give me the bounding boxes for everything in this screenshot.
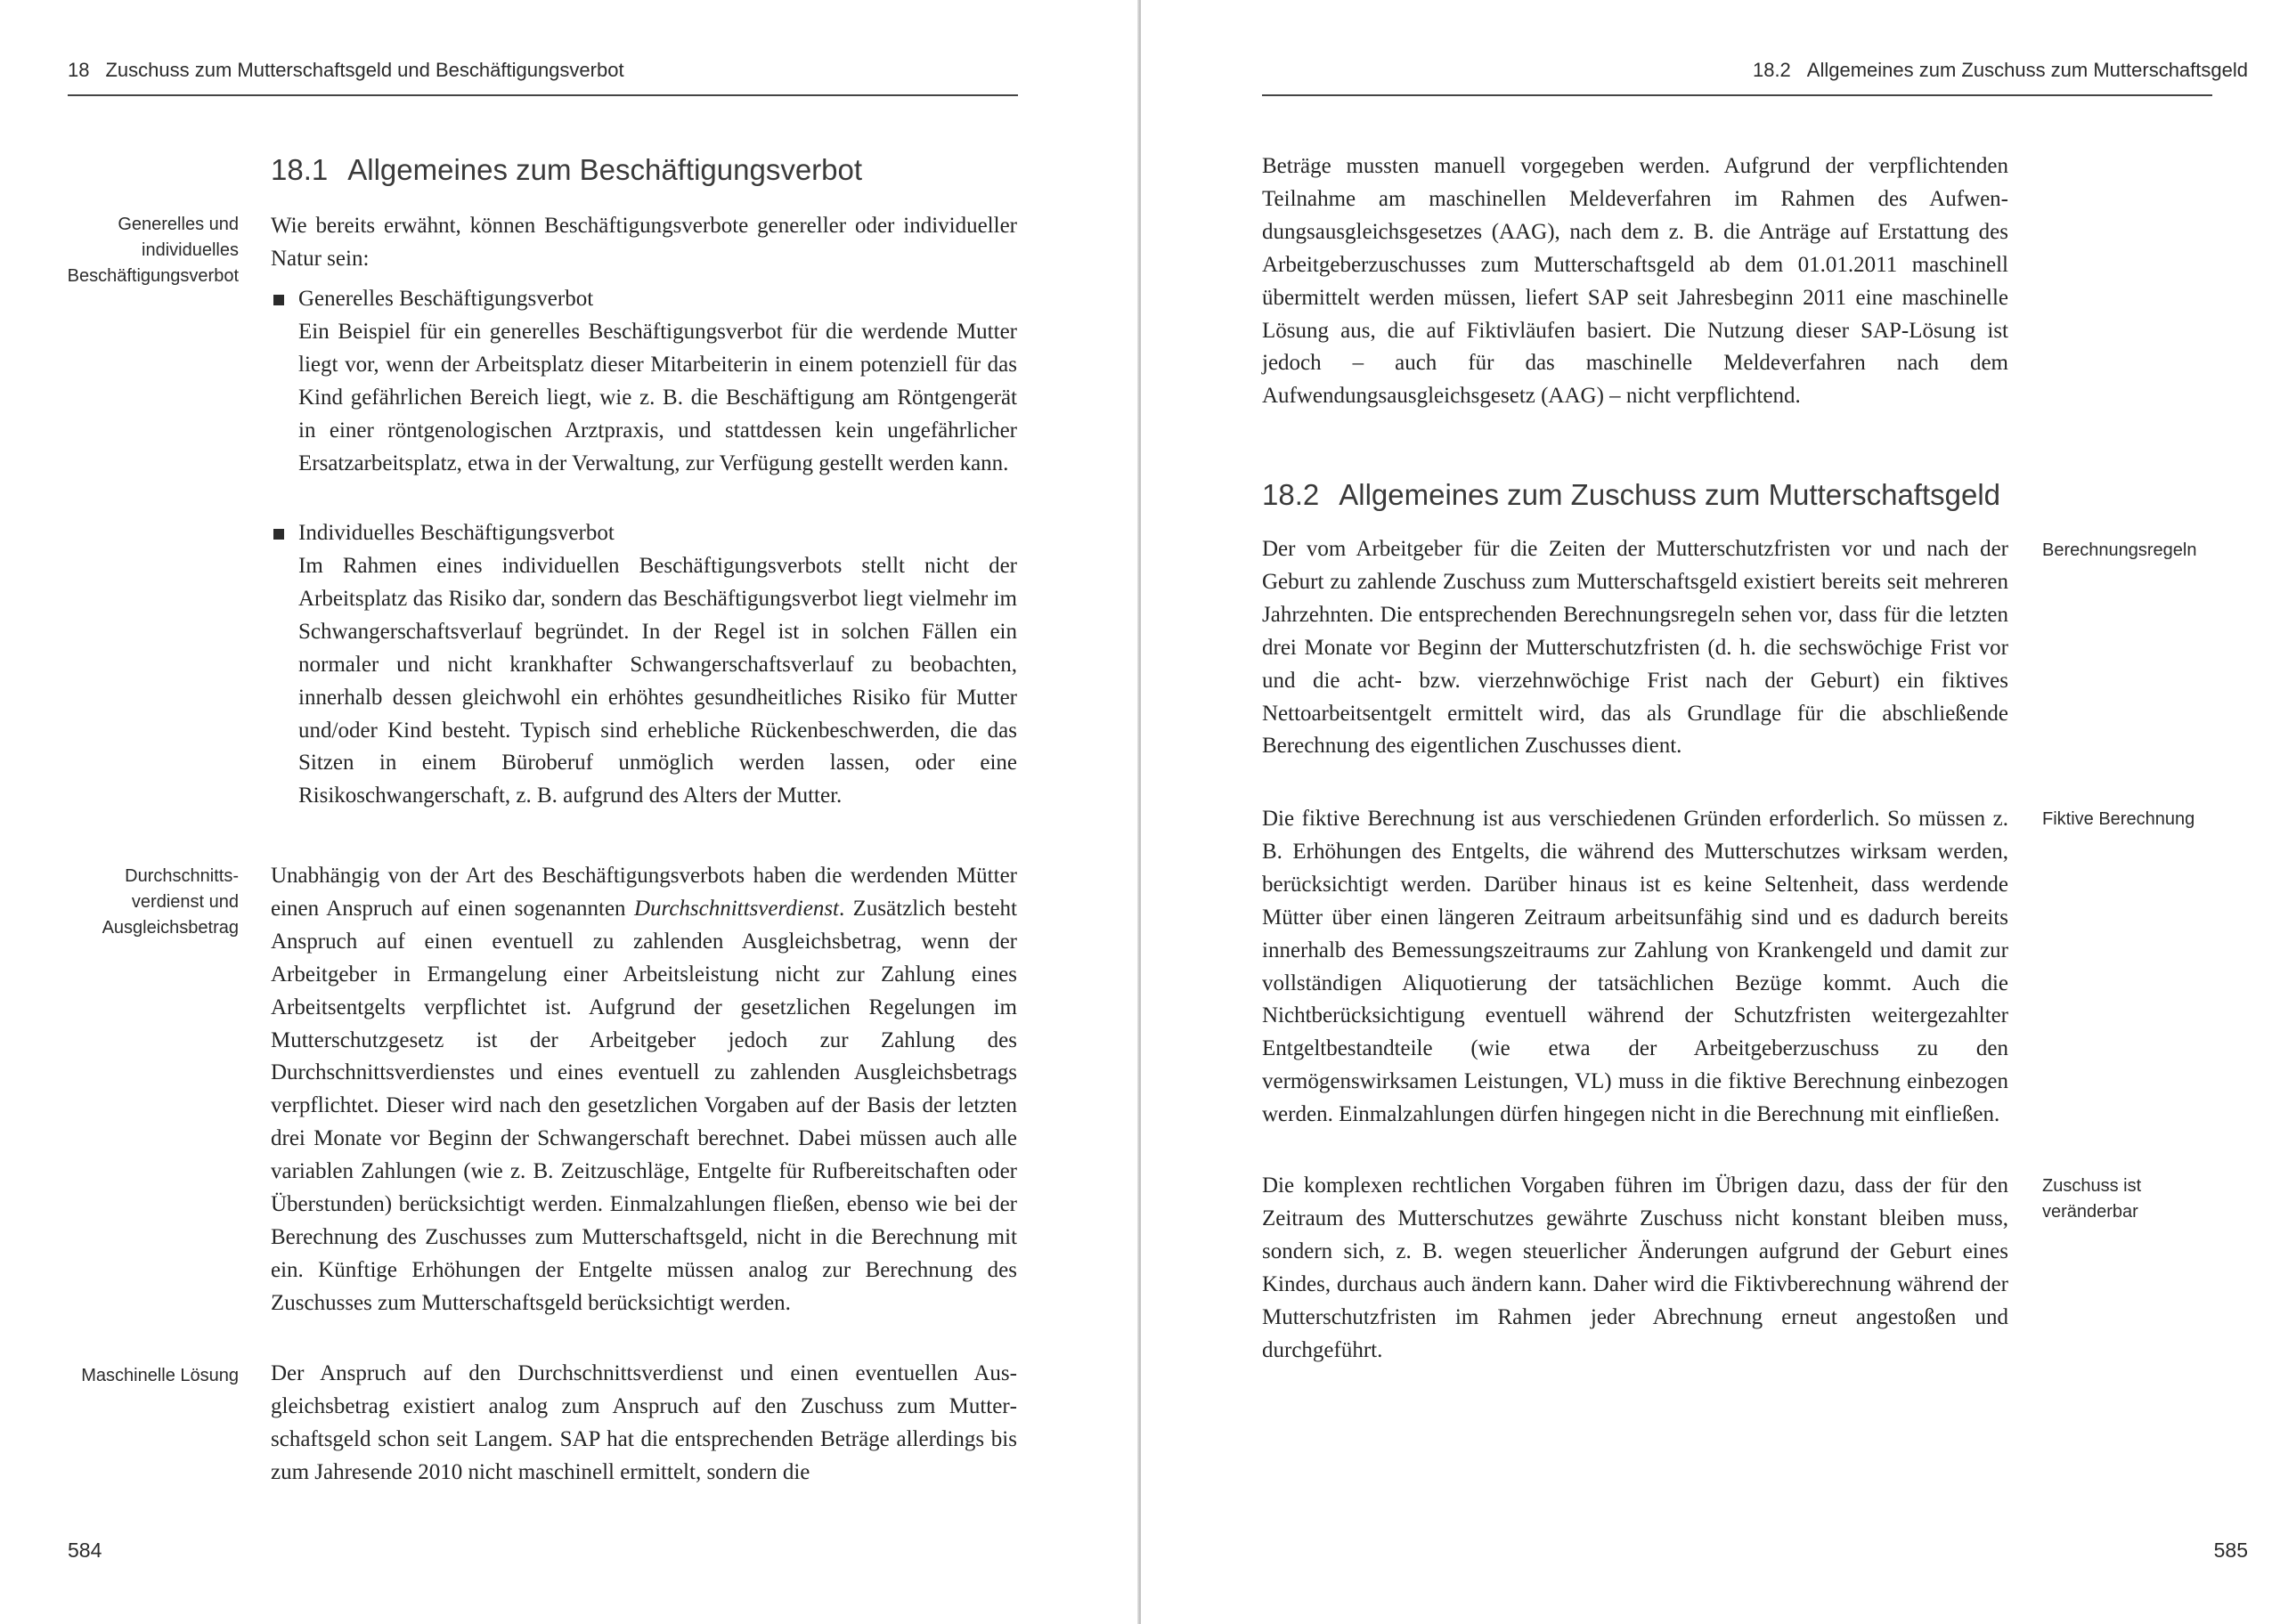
intro-paragraph: Wie bereits erwähnt, können Beschäftigungsverbote genereller oder individueller Natur sein: (271, 214, 1017, 271)
paragraph-average-earnings (271, 860, 1017, 1320)
bullet-marker (273, 295, 284, 305)
section-number: 18.2 (1262, 478, 1320, 511)
bullet-text-general: Ein Beispiel für ein generelles Beschäftigungsverbot für die werdende Mutter liegt vor, wenn der Arbeitsplatz dieser Mitarbeiterin in einem potenziell für das Kind gefährlichen Bereich liegt, wie z. B. die Beschäftigung am Röntgengerät in einer röntgenologischen Arztpraxis, und stattdessen kein ungefährlicher Ersatzarbeitsplatz, etwa in der Verwaltung, zur Verfügung gestellt werden kann. (298, 320, 1017, 475)
section-title: Allgemeines zum Beschäftigungsverbot (347, 153, 863, 186)
header-rule (68, 94, 1018, 96)
running-head-right (1753, 59, 2248, 82)
paragraph-calc-rules: Der vom Arbeitgeber für die Zeiten der Mutterschutzfristen vor und nach der Geburt zu zahlende Zuschuss zum Mutterschaftsgeld existiert bereits seit mehreren Jahrzehnten. Die entsprechenden Berechnungsregeln sehen vor, dass für die letzten drei Monate vor Beginn der Mutterschutzfristen (d. h. die sechswöchige Frist vor und die acht- bzw. vierzehnwöchige Frist nach der Geburt) ein fiktives Nettoarbeitsentgelt ermittelt wird, das als Grundlage für die abschließende Berechnung des eigentlichen Zuschusses dient. (1262, 537, 2008, 759)
paragraph-continued: Beträge mussten manuell vorgegeben werden. Aufgrund der verpflichtenden Teilnahme am maschinellen Meldeverfahren im Rahmen des Aufwendungsausgleichsgesetzes (AAG), nach dem z. B. die Anträge auf Erstattung des Arbeitgeberzuschusses zum Mutterschaftsgeld ab dem 01.01.2011 maschinell übermittelt werden müssen, liefert SAP seit Jahresbeginn 2011 eine maschinelle Lösung aus, die auf Fiktivläufen basiert. Die Nutzung dieser SAP-Lösung ist jedoch – auch für das maschinelle Meldeverfahren nach dem Aufwendungsausgleichsgesetz (AAG) – nicht verpflichtend. (1262, 154, 2008, 409)
running-section-title: Allgemeines zum Zuschuss zum Mutterschaftsgeld (1806, 59, 2248, 81)
header-rule (1262, 94, 2212, 96)
bullet-title-general: Generelles Beschäftigungsverbot (298, 287, 594, 311)
right-page (1141, 0, 2280, 1624)
emphasis-term: Durchschnittsverdienst (633, 896, 840, 921)
page-number-right: 585 (2213, 1539, 2248, 1562)
running-section-number: 18.2 (1752, 59, 1791, 81)
paragraph-variable-subsidy: Die komplexen rechtlichen Vorgaben führen im Übrigen dazu, dass der für den Zeitraum des Mutterschutzes gewährte Zuschuss nicht konstant bleiben muss, sondern sich, z. B. wegen steuerlicher Änderungen aufgrund der Geburt eines Kindes, durchaus auch ändern kann. Daher wird die Fiktivberechnung während der Mutterschutzfristen im Rahmen jeder Abrechnung erneut angestoßen und durchgeführt. (1262, 1173, 2008, 1362)
paragraph-text: . Zusätzlich besteht Anspruch auf einen eventuell zu zahlenden Ausgleichsbetrag, wenn der Arbeitgeber in Ermangelung einer Arbeitsleistung nicht zur Zahlung eines Arbeitsentgelts verpflichtet ist. Aufgrund der gesetzlichen Regelungen im Mutterschutzgesetz ist der Arbeitgeber jedoch zur Zahlung des Durchschnittsverdienstes und eines eventuell zu zahlenden Ausgleichsbetrags verpflichtet. Dieser wird nach den gesetzlichen Vorgaben auf der Basis der letzten drei Monate vor Beginn der Schwangerschaft berechnet. Dabei müssen auch alle variablen Zahlungen (wie z. B. Zeitzuschläge, Entgelte für Rufbereitschaften oder Überstunden) berücksichtigt werden. Einmalzahlungen fließen, ebenso wie bei der Berechnung des Zuschusses zum Mutterschaftsgeld, nicht in die Berechnung mit ein. Künftige Erhöhungen der Entgelte müssen analog zur Berechnung des Zuschusses zum Mutterschaftsgeld berücksichtigt werden. (271, 896, 1017, 1315)
bullet-title-individual: Individuelles Beschäftigungsverbot (298, 521, 615, 545)
paragraph-fictive-calc: Die fiktive Berechnung ist aus verschiedenen Gründen erforderlich. So müssen z. B. Erhöhungen des Entgelts, die während des Mutterschutzes wirksam werden, berücksichtigt werden. Darüber hinaus ist es keine Seltenheit, dass werdende Mütter über einen längeren Zeitraum arbeitsunfähig sind und es dadurch bereits innerhalb des Bemessungszeitraums zur Zahlung von Krankengeld und damit zur vollständigen Aliquotierung der tatsächlichen Bezüge kommt. Auch die Nichtberücksichtigung eventuell während der Schutzfristen weitergezahlter Entgeltbestandteile (wie etwa der Arbeitgeberzuschuss zu den vermögenswirksamen Leistungen, VL) muss in die fiktive Berechnung einbezogen werden. Einmalzahlungen dürfen hingegen nicht in die Berechnung mit einfließen. (1262, 807, 2008, 1127)
marginal-general-individual: Generelles und individuelles Beschäftigungsverbot (67, 215, 239, 286)
bullet-marker (273, 529, 284, 540)
page-number-left: 584 (68, 1539, 102, 1562)
left-page (0, 0, 1139, 1624)
chapter-title: Zuschuss zum Mutterschaftsgeld und Beschäftigungsverbot (105, 59, 624, 81)
section-number: 18.1 (271, 153, 329, 186)
chapter-number: 18 (68, 59, 90, 81)
section-heading-18-2 (1262, 478, 2000, 512)
marginal-variable-subsidy: Zuschuss ist veränderbar (2042, 1176, 2142, 1222)
section-title: Allgemeines zum Zuschuss zum Mutterschaftsgeld (1339, 478, 2001, 511)
marginal-average-earnings: Durchschnittsverdienst und Ausgleichsbetrag (102, 866, 239, 938)
bullet-text-individual: Im Rahmen eines individuellen Beschäftigungsverbots stellt nicht der Arbeitsplatz das Risiko dar, sondern das Beschäftigungsverbot liegt vielmehr im Schwangerschaftsverlauf begründet. In der Regel ist in solchen Fällen ein normaler und nicht krankhafter Schwangerschaftsverlauf zu beobachten, innerhalb dessen gleichwohl ein erhöhtes gesundheitliches Risiko für Mutter und/oder Kind besteht. Typisch sind erhebliche Rückenbeschwerden, die das Sitzen in einem Büroberuf unmöglich werden lassen, oder eine Risikoschwangerschaft, z. B. aufgrund des Alters der Mutter. (298, 554, 1017, 808)
paragraph-text: Unabhängig von der Art des Beschäftigungsverbots haben die werdenden Mütter einen Anspruch auf einen sogenannten (271, 864, 1017, 921)
running-head-left (68, 59, 624, 82)
section-heading-18-1 (271, 153, 862, 187)
marginal-calc-rules: Berechnungsregeln (2042, 540, 2197, 560)
marginal-machine-solution: Maschinelle Lösung (81, 1366, 239, 1385)
paragraph-machine-solution: Der Anspruch auf den Durchschnittsverdienst und einen eventuellen Ausgleichsbetrag existiert analog zum Anspruch auf den Zuschuss zum Mutterschaftsgeld schon seit Langem. SAP hat die entsprechenden Beträge allerdings bis zum Jahresende 2010 nicht maschinell ermittelt, sondern die (271, 1361, 1017, 1484)
marginal-fictive-calc: Fiktive Berechnung (2042, 809, 2195, 829)
